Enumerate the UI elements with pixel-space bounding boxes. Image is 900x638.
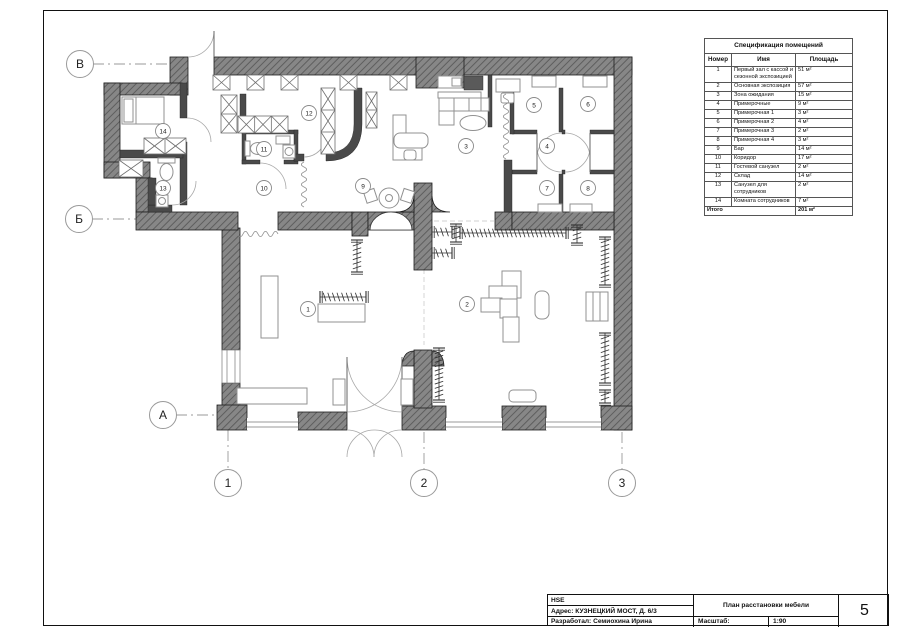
spec-column-header: Имя [732,54,796,67]
grid-axis-marker [609,470,636,497]
staff-sink [156,195,168,207]
clothing-rack [432,226,454,238]
svg-text:14: 14 [159,128,167,136]
scale-label: Масштаб: [693,617,768,627]
room-number-label [527,98,542,113]
fitting-bench [532,76,556,87]
grid-axis-marker [215,470,242,497]
x-shelf-unit [144,138,186,154]
drawing-title: План расстановки мебели [693,595,838,617]
grid-axis-marker [66,206,93,233]
entry-display [333,379,345,405]
window-bottom-3 [546,418,601,430]
grid-axis-marker [411,470,438,497]
clothing-rack [599,333,611,385]
clothing-rack [432,247,454,259]
spec-table-row: 7 Примерочная 3 2 м² [705,127,853,136]
svg-text:Б: Б [75,212,83,226]
spec-table-row: 8 Примерочная 4 3 м² [705,136,853,145]
room-number-label [581,97,596,112]
spec-table-row: 12 Склад 14 м² [705,172,853,181]
spec-table-row: 10 Коридор 17 м² [705,154,853,163]
svg-text:1: 1 [306,306,310,314]
svg-text:4: 4 [545,143,549,151]
x-shelf-unit [366,92,377,128]
shelf-unit [586,292,608,321]
pouf-oval [460,116,486,131]
grid-axis-marker [67,51,94,78]
wavy-opening-line [301,162,306,207]
bar-chair [400,188,414,203]
room-number-label [581,181,596,196]
bench [237,388,307,404]
spec-table-row: 2 Основная экспозиция 57 м² [705,82,853,91]
clothing-rack [460,227,568,239]
spec-table-row: 9 Бар 14 м² [705,145,853,154]
room-number-label [156,124,171,139]
x-shelf-unit [238,116,288,133]
staff-toilet [158,158,175,181]
clothing-rack [351,240,363,274]
room-specification-table [704,38,853,216]
wavy-opening-line [238,231,278,236]
spec-table-row: 3 Зона ожидания 15 м² [705,91,853,100]
svg-text:9: 9 [361,183,365,191]
clothing-rack [599,237,611,287]
desk-top [496,79,520,103]
window-bottom-1 [247,418,298,430]
x-shelf-unit [390,75,407,90]
spec-column-header: Площадь [796,54,853,67]
axis-guide-lines [424,221,494,345]
room-number-label [540,181,555,196]
bench [509,390,536,402]
svg-text:7: 7 [545,185,549,193]
spec-table-row: 1 Первый зал с кассой и сезонной экспозицией 51 м² [705,66,853,82]
svg-text:6: 6 [586,101,590,109]
washer [283,145,295,158]
x-shelf-unit [281,75,298,90]
wavy-opening-line [503,94,508,159]
svg-text:2: 2 [465,301,469,309]
svg-text:5: 5 [532,102,536,110]
project-address: Адрес: КУЗНЕЦКИЙ МОСТ, Д. 6/3 [548,606,693,617]
guest-sink [276,136,290,144]
svg-text:1: 1 [224,476,232,490]
svg-text:В: В [75,57,85,71]
svg-text:12: 12 [305,110,313,118]
x-shelf-unit [119,160,143,177]
window-bottom-2 [446,418,502,430]
fitting-bench [538,204,562,212]
scale-value: 1:90 [768,617,838,627]
entry-display [401,379,413,405]
developer-name: Разработал: Семиохина Ирина [551,618,652,625]
room-number-label [356,179,371,194]
spec-table-row: 11 Гостевой санузел 2 м² [705,163,853,172]
x-shelf-unit [221,95,237,133]
x-shelf-unit [321,88,335,154]
title-block [547,594,889,626]
svg-text:3: 3 [464,143,468,151]
display-stand [261,276,278,338]
spec-table-title: Спецификация помещений [705,39,853,54]
x-shelf-unit [247,75,264,90]
bar-table [379,188,399,208]
display-tables [481,271,521,342]
fitting-bench [583,76,607,87]
room-number-label [459,139,474,154]
window-left-wall [222,350,240,383]
room-number-label [302,106,317,121]
spec-table-row: 14 Комната сотрудников 7 м² [705,197,853,206]
room-number-label [257,181,272,196]
spec-table-row: 6 Примерочная 2 4 м² [705,118,853,127]
svg-text:8: 8 [586,185,590,193]
pouf [535,291,549,319]
svg-text:11: 11 [260,146,268,154]
svg-text:10: 10 [260,185,268,193]
clothing-rack [320,291,368,303]
room-number-label [156,181,171,196]
svg-text:13: 13 [159,185,167,193]
x-shelf-unit [213,75,230,90]
cash-desk [318,304,365,322]
spec-table-row: 5 Примерочная 1 3 м² [705,109,853,118]
room-number-label [301,302,316,317]
spec-table-row: 13 Санузел для сотрудников 2 м² [705,181,853,197]
grid-axis-marker [150,402,177,429]
svg-text:3: 3 [618,476,626,490]
spec-table-row: 4 Примерочные 9 м² [705,100,853,109]
room-number-label [540,139,555,154]
furniture [122,76,608,405]
staff-bed [122,97,164,124]
fitting-bench [570,204,592,212]
room-number-label [460,297,475,312]
clothing-rack [599,390,611,405]
x-shelf-unit [340,75,357,90]
sheet-number: 5 [838,595,890,627]
spec-column-header: Номер [705,54,732,67]
spec-total-row: Итого 201 м² [705,206,853,215]
company-name: HSE [548,595,693,606]
svg-text:2: 2 [420,476,428,490]
svg-text:А: А [158,408,168,422]
room-number-label [257,142,272,157]
